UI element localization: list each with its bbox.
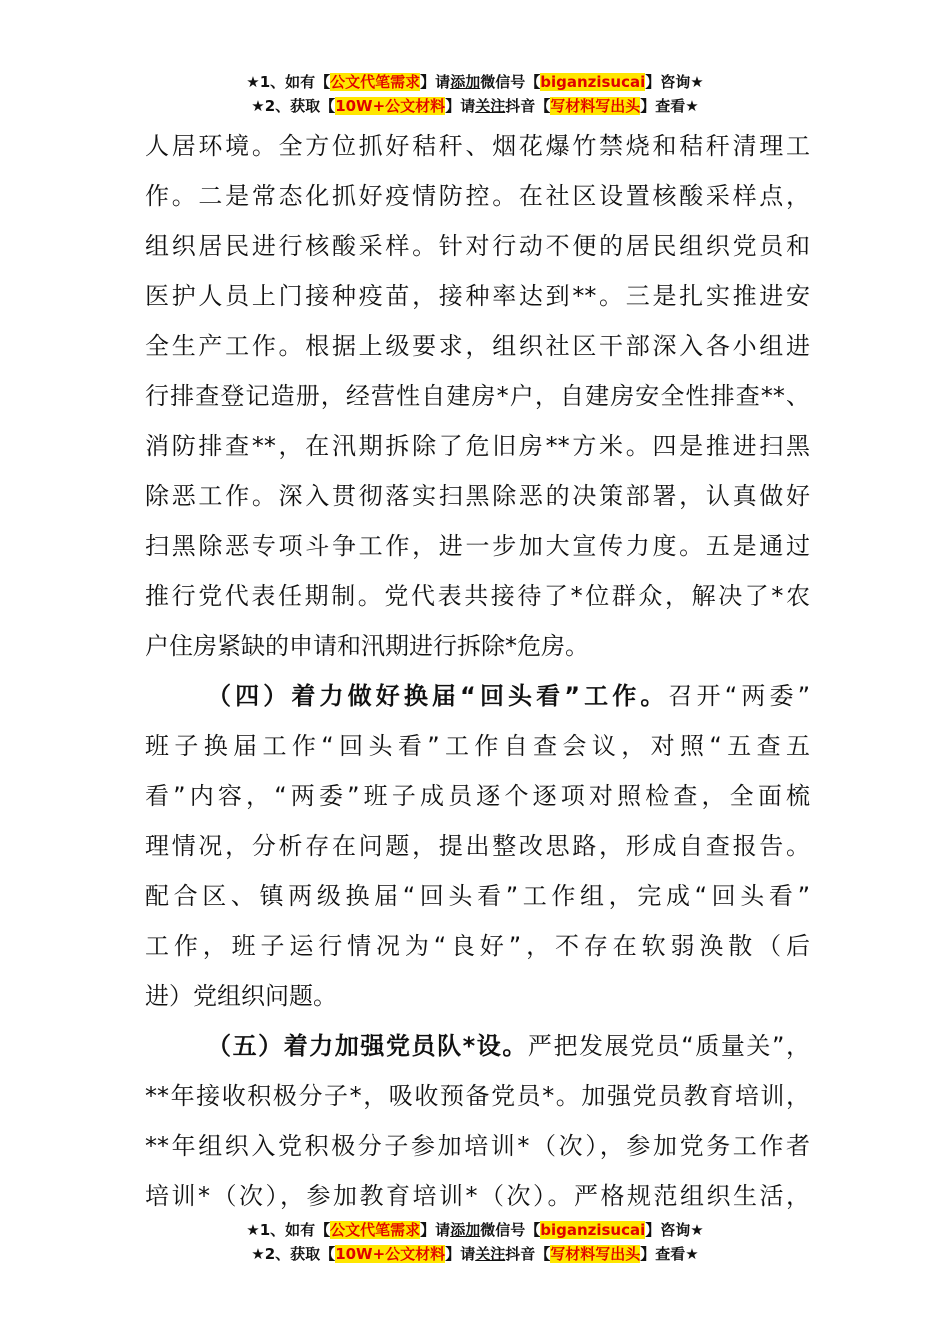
body-line: **年接收积极分子*，吸收预备党员*。加强党员教育培训，: [145, 1082, 810, 1110]
banner-text: 】请: [445, 97, 476, 115]
banner-text: 抖音【: [505, 97, 551, 115]
banner-text: 抖音【: [505, 1245, 551, 1263]
body-line: 推行党代表任期制。党代表共接待了*位群众，解决了*农: [145, 582, 810, 610]
body-line: 人居环境。全方位抓好秸秆、烟花爆竹禁烧和秸秆清理工: [145, 132, 810, 160]
banner-highlight: 写材料写出头: [550, 97, 641, 115]
banner-text: ★2、获取【: [251, 1245, 336, 1263]
banner-text: ★1、如有【: [246, 1221, 331, 1239]
banner-text: 】请: [445, 1245, 476, 1263]
body-line: 工作，班子运行情况为“良好”，不存在软弱涣散（后: [145, 932, 810, 960]
body-line: 组织居民进行核酸采样。针对行动不便的居民组织党员和: [145, 232, 810, 260]
banner-text: 】请: [420, 73, 451, 91]
banner-text: 】查看★: [640, 1245, 699, 1263]
banner-underline: 关注: [475, 1245, 506, 1263]
body-line: 班子换届工作“回头看”工作自查会议，对照“五查五: [145, 732, 810, 760]
footer-banner: [0, 1218, 950, 1266]
document-body: [145, 121, 810, 1221]
banner-line-2: [0, 1242, 950, 1266]
banner-text: 】咨询★: [645, 73, 704, 91]
section-4-text: 召开“两委”: [668, 682, 810, 710]
body-line: 除恶工作。深入贯彻落实扫黑除恶的决策部署，认真做好: [145, 482, 810, 510]
body-line: 消防排查**，在汛期拆除了危旧房**方米。四是推进扫黑: [145, 432, 810, 460]
body-line: 扫黑除恶专项斗争工作，进一步加大宣传力度。五是通过: [145, 532, 810, 560]
banner-text: 微信号【: [480, 73, 541, 91]
banner-underline: 添加: [450, 1221, 481, 1239]
banner-text: 】查看★: [640, 97, 699, 115]
banner-highlight: 10W+公文材料: [335, 1245, 446, 1263]
banner-underline: 关注: [475, 97, 506, 115]
body-line: 配合区、镇两级换届“回头看”工作组，完成“回头看”: [145, 882, 810, 910]
body-line: 户住房紧缺的申请和汛期进行拆除*危房。: [145, 632, 589, 660]
banner-text: 】咨询★: [645, 1221, 704, 1239]
section-4-heading: （四）着力做好换届“回头看”工作。: [207, 682, 669, 710]
banner-highlight: 写材料写出头: [550, 1245, 641, 1263]
section-5-text: 严把发展党员“质量关”，: [527, 1032, 810, 1060]
body-line: 理情况，分析存在问题，提出整改思路，形成自查报告。: [145, 832, 810, 860]
banner-highlight: 公文代笔需求: [330, 73, 421, 91]
body-line: 医护人员上门接种疫苗，接种率达到**。三是扎实推进安: [145, 282, 810, 310]
banner-text: ★2、获取【: [251, 97, 336, 115]
banner-highlight: biganzisucai: [540, 73, 646, 91]
banner-line-1: [0, 70, 950, 94]
banner-highlight: biganzisucai: [540, 1221, 646, 1239]
body-line: 培训*（次），参加教育培训*（次）。严格规范组织生活，: [145, 1182, 810, 1210]
banner-text: 】请: [420, 1221, 451, 1239]
body-line: 看”内容，“两委”班子成员逐个逐项对照检查，全面梳: [145, 782, 810, 810]
banner-line-2: [0, 94, 950, 118]
section-5-heading: （五）着力加强党员队*设。: [207, 1032, 528, 1060]
banner-highlight: 10W+公文材料: [335, 97, 446, 115]
body-line: 作。二是常态化抓好疫情防控。在社区设置核酸采样点，: [145, 182, 810, 210]
body-line: 全生产工作。根据上级要求，组织社区干部深入各小组进: [145, 332, 810, 360]
body-line: 进）党组织问题。: [145, 982, 337, 1010]
body-line: **年组织入党积极分子参加培训*（次），参加党务工作者: [145, 1132, 810, 1160]
body-line: 行排查登记造册，经营性自建房*户，自建房安全性排查**、: [145, 382, 810, 410]
banner-text: 微信号【: [480, 1221, 541, 1239]
header-banner: [0, 70, 950, 118]
section-5-first-line: [145, 1021, 810, 1071]
banner-highlight: 公文代笔需求: [330, 1221, 421, 1239]
banner-text: ★1、如有【: [246, 73, 331, 91]
banner-underline: 添加: [450, 73, 481, 91]
section-4-first-line: [145, 671, 810, 721]
banner-line-1: [0, 1218, 950, 1242]
